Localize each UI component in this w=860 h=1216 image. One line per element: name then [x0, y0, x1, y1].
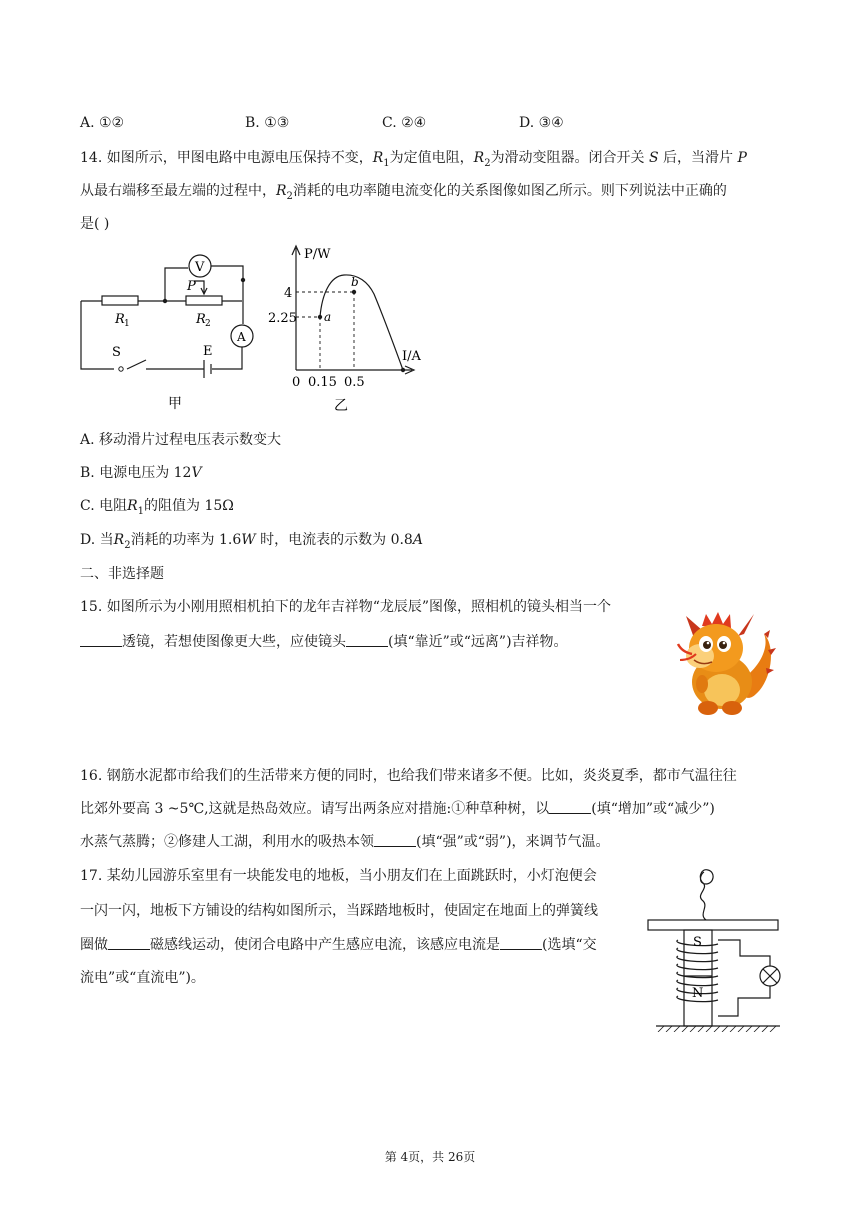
x-axis-label: I/A [402, 349, 421, 364]
junction-dot [241, 278, 245, 282]
spring-figure [700, 870, 713, 920]
r2-subscript: 2 [205, 319, 211, 329]
floor-plate [648, 920, 778, 930]
wire-bottom [718, 986, 770, 1016]
q13-option-d: D. ③④ [519, 115, 564, 131]
point-b-label: b [351, 275, 359, 289]
floor-generator-diagram [640, 862, 790, 1032]
answer-blank [346, 634, 388, 647]
page-footer: 第 4页，共 26页 [384, 1150, 476, 1164]
figure-caption-yi: 乙 [334, 398, 348, 414]
r2-label: R [196, 312, 206, 327]
point-b [352, 290, 356, 294]
q13-option-a: A. ①② [80, 115, 125, 131]
q16-line2: 比郊外要高 3 ~5℃,这就是热岛效应。请写出两条应对措施:①种草种树，以 (填“增加”或“减少”) [80, 801, 715, 817]
point-a-label: a [324, 310, 332, 324]
y-axis-label: P/W [304, 247, 331, 262]
q17-line1: 17. 某幼儿园游乐室里有一块能发电的地板，当小朋友们在上面跳跃时，小灯泡便会 [80, 868, 597, 884]
circuit-diagram-jia [74, 244, 264, 414]
q16-line1: 16. 钢筋水泥都市给我们的生活带来方便的同时，也给我们带来诸多不便。比如，炎炎夏季，都市气温往往 [80, 768, 737, 784]
q13-option-b: B. ①③ [245, 115, 290, 131]
y-tick-2-25: 2.25 [268, 311, 297, 326]
voltmeter-label: V [195, 260, 205, 275]
q15-line1: 15. 如图所示为小刚用照相机拍下的龙年吉祥物“龙辰辰”图像，照相机的镜头相当一个 [80, 599, 612, 615]
q14-line3: 是( ) [80, 216, 110, 232]
q15-line2: 透镜，若想使图像更大些，应使镜头 (填“靠近”或“远离”)吉祥物。 [80, 631, 568, 651]
switch-contact [119, 367, 123, 371]
dragon-mascot-image [672, 598, 784, 722]
answer-blank [374, 834, 416, 847]
power-current-graph-yi [262, 236, 452, 416]
power-curve [320, 275, 403, 370]
q13-option-c: C. ②④ [382, 115, 427, 131]
q14-option-d: D. 当$R_2$消耗的功率为 1.6W 时，电流表的示数为 0.8A [80, 532, 423, 551]
magnet-north-label: N [692, 986, 704, 1001]
figure-caption-jia: 甲 [168, 396, 182, 412]
q14-option-b: B. 电源电压为 12V [80, 465, 202, 481]
x-tick-0: 0 [292, 375, 301, 390]
q14-option-a: A. 移动滑片过程电压表示数变大 [80, 432, 282, 448]
slider-label: P [187, 279, 196, 294]
magnet-south-label: S [693, 935, 702, 950]
curve-end-point [401, 368, 405, 372]
q14-line1: 14. 如图所示，甲图电路中电源电压保持不变，$R_1$为定值电阻，$R_2$为滑动变阻器。闭合开关 S 后，当滑片 P [80, 150, 747, 169]
q17-line3: 圈做 磁感线运动，使闭合电路中产生感应电流，该感应电流是 (选填“交 [80, 937, 597, 953]
x-tick-0-5: 0.5 [344, 375, 365, 390]
answer-blank [108, 937, 150, 950]
answer-blank [549, 801, 591, 814]
q14-option-c: C. 电阻$R_1$的阻值为 15Ω [80, 498, 234, 517]
switch-label: S [112, 345, 121, 360]
q16-line3: 水蒸气蒸腾；②修建人工湖，利用水的吸热本领 (填“强”或“弱”)，来调节气温。 [80, 834, 610, 850]
r1-label: R [115, 312, 125, 327]
x-tick-0-15: 0.15 [308, 375, 337, 390]
junction-dot [163, 299, 167, 303]
q17-line2: 一闪一闪，地板下方铺设的结构如图所示，当踩踏地板时，使固定在地面上的弹簧线 [80, 903, 598, 919]
wire-top [718, 940, 770, 966]
answer-blank [80, 634, 122, 647]
section-heading: 二、非选择题 [80, 566, 164, 582]
y-tick-4: 4 [284, 286, 293, 301]
q17-line4: 流电”或“直流电”)。 [80, 970, 205, 986]
r1-subscript: 1 [124, 319, 130, 329]
point-a [318, 315, 322, 319]
q14-line2: 从最右端移至最左端的过程中，$R_2$消耗的电功率随电流变化的关系图像如图乙所示。则下列说法中正确的 [80, 183, 727, 202]
ammeter-label: A [237, 330, 246, 344]
battery-label: E [203, 344, 213, 359]
answer-blank [500, 937, 542, 950]
